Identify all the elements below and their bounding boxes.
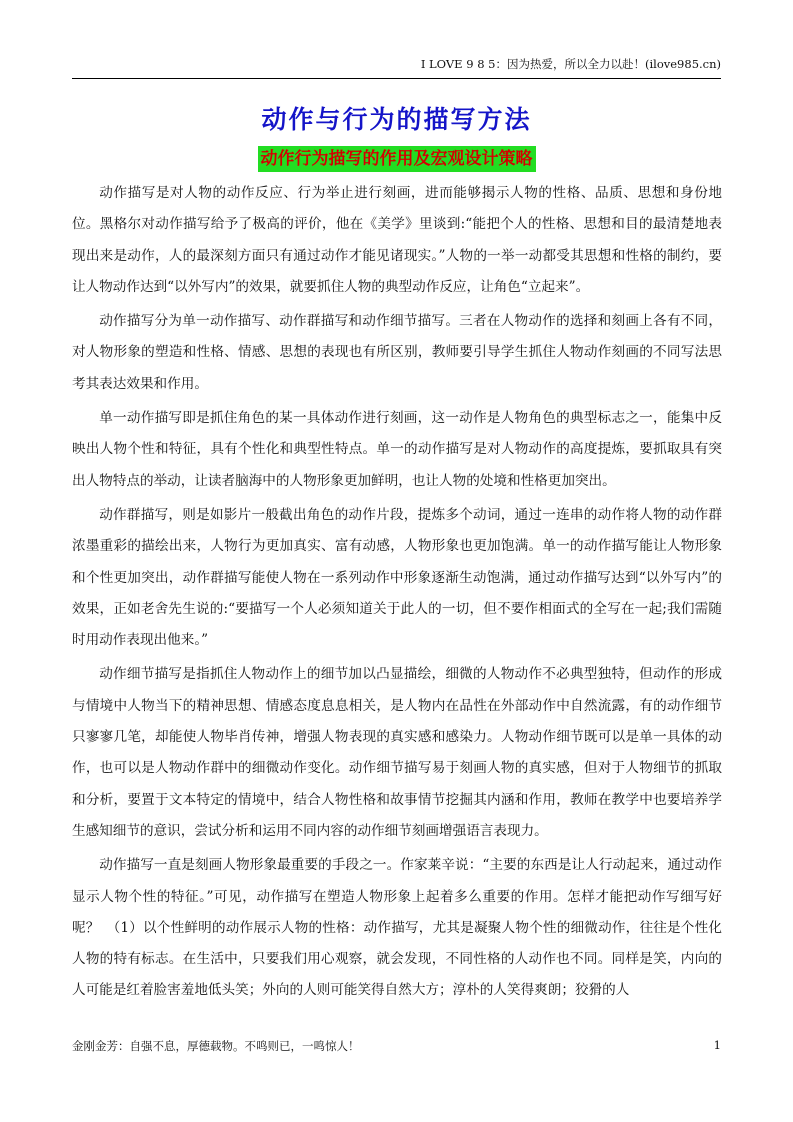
paragraph: 动作群描写，则是如影片一般截出角色的动作片段，提炼多个动词，通过一连串的动作将人物的动作群浓墨重彩的描绘出来，人物行为更加真实、富有动感，人物形象也更加饱满。单一的动作描写能让人物形象和个性更加突出，动作群描写能使人物在一系列动作中形象逐渐生动饱满，通过动作描写达到“以外写内”的效果，正如老舍先生说的:“要描写一个人必须知道关于此人的一切，但不要作相面式的全写在一起;我们需随时用动作表现出他来。” — [72, 506, 722, 649]
subtitle-container — [0, 146, 793, 172]
paragraph: 动作描写一直是刻画人物形象最重要的手段之一。作家莱辛说：“主要的东西是让人行动起来，通过动作显示人物个性的特征。”可见，动作描写在塑造人物形象上起着多么重要的作用。怎样才能把动作写细写好呢？ （1）以个性鲜明的动作展示人物的性格：动作描写，尤其是凝聚人物个性的细微动作，往往是个性化人物的特有标志。在生活中，只要我们用心观察，就会发现，不同性格的人动作也不同。同样是笑，内向的人可能是红着脸害羞地低头笑；外向的人则可能笑得自然大方；淳朴的人笑得爽朗；狡猾的人 — [72, 857, 722, 999]
paragraph: 单一动作描写即是抓住角色的某一具体动作进行刻画，这一动作是人物角色的典型标志之一，能集中反映出人物个性和特征，具有个性化和典型性特点。单一的动作描写是对人物动作的高度提炼，要抓取具有突出人物特点的举动，让读者脑海中的人物形象更加鲜明，也让人物的处境和性格更加突出。 — [72, 410, 722, 489]
paragraph: 动作细节描写是指抓住人物动作上的细节加以凸显描绘，细微的人物动作不必典型独特，但动作的形成与情境中人物当下的精神思想、情感态度息息相关，是人物内在品性在外部动作中自然流露，有的动作细节只寥寥几笔，却能使人物毕肖传神，增强人物表现的真实感和感染力。人物动作细节既可以是单一具体的动作，也可以是人物动作群中的细微动作变化。动作细节描写易于刻画人物的真实感，但对于人物细节的抓取和分析，要置于文本特定的情境中，结合人物性格和故事情节挖掘其内涵和作用，教师在教学中也要培养学生感知细节的意识，尝试分析和运用不同内容的动作细节刻画增强语言表现力。 — [72, 666, 722, 839]
document-title: 动作与行为的描写方法 — [261, 105, 532, 134]
paragraph: 动作描写是对人物的动作反应、行为举止进行刻画，进而能够揭示人物的性格、品质、思想和身份地位。黑格尔对动作描写给予了极高的评价，他在《美学》里谈到:“能把个人的性格、思想和目的最清楚地表现出来是动作，人的最深刻方面只有通过动作才能见诸现实。”人物的一举一动都受其思想和性格的制约，要让人物动作达到“以外写内”的效果，就要抓住人物的典型动作反应，让角色“立起来”。 — [72, 185, 722, 295]
body-text — [72, 178, 722, 1007]
paragraph: 动作描写分为单一动作描写、动作群描写和动作细节描写。三者在人物动作的选择和刻画上各有不同，对人物形象的塑造和性格、情感、思想的表现也有所区别，教师要引导学生抓住人物动作刻画的不同写法思考其表达效果和作用。 — [72, 313, 722, 392]
page-number: 1 — [713, 1038, 721, 1052]
document-subtitle: 动作行为描写的作用及宏观设计策略 — [258, 146, 536, 172]
footer-motto: 金刚金芳：自强不息，厚德载物。不鸣则已，一鸣惊人！ — [72, 1039, 360, 1053]
page-header: I LOVE 9 8 5：因为热爱，所以全力以赴！(ilove985.cn) — [72, 56, 721, 79]
